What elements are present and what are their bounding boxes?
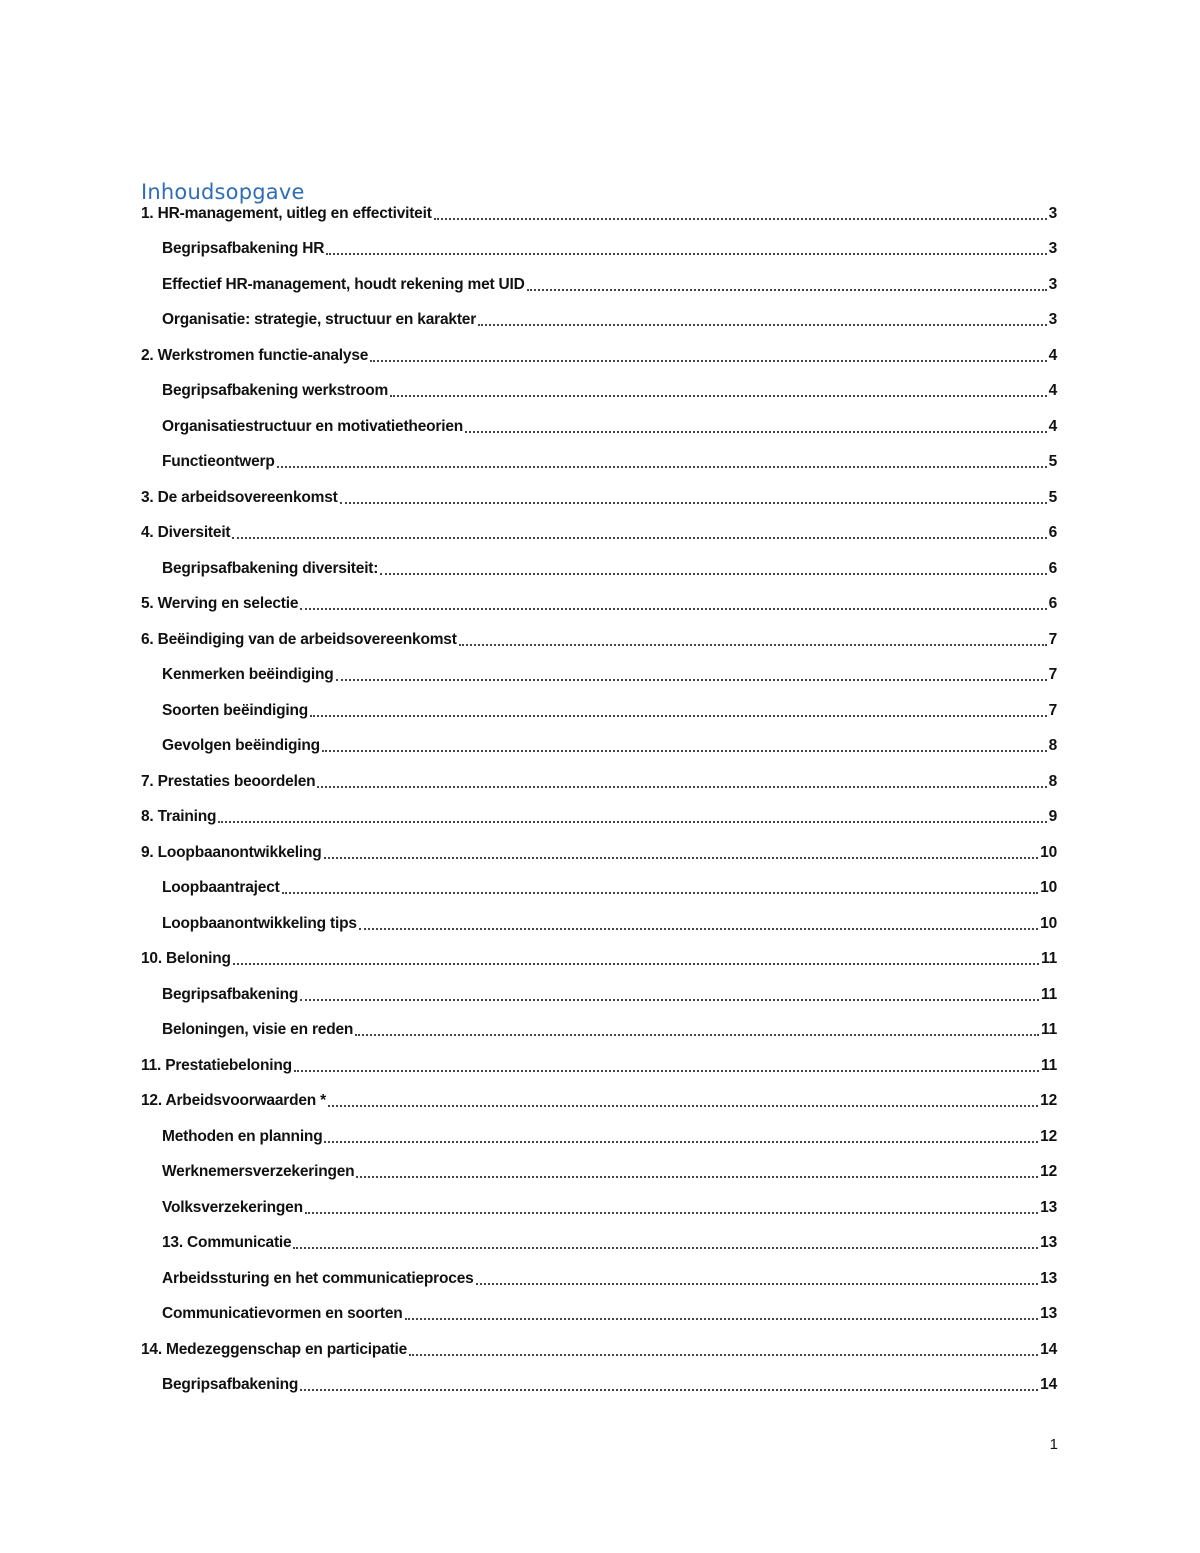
- dot-leader: [355, 1034, 1039, 1036]
- toc-entry-title: Communicatievormen en soorten: [162, 1305, 403, 1323]
- dot-leader: [336, 679, 1047, 681]
- toc-entry-page-number: 14: [1040, 1376, 1057, 1394]
- toc-entry[interactable]: [0, 1013, 1200, 1049]
- toc-entry-page-number: 3: [1048, 204, 1057, 222]
- toc-entry-page-number: 9: [1048, 808, 1057, 826]
- dot-leader: [300, 1389, 1038, 1391]
- toc-entry-title: Loopbaanontwikkeling tips: [162, 914, 357, 932]
- toc-entry-page-number: 13: [1040, 1234, 1057, 1252]
- toc-entry-page-number: 7: [1048, 630, 1057, 648]
- toc-entry[interactable]: [0, 1332, 1200, 1368]
- toc-entry-title: 4. Diversiteit: [141, 524, 231, 542]
- dot-leader: [294, 1070, 1039, 1072]
- toc-entry-page-number: 4: [1048, 346, 1057, 364]
- toc-entry[interactable]: [0, 977, 1200, 1013]
- toc-entry-title: Methoden en planning: [162, 1127, 323, 1145]
- dot-leader: [434, 218, 1047, 220]
- toc-entry-page-number: 10: [1040, 914, 1057, 932]
- dot-leader: [409, 1354, 1038, 1356]
- toc-entry[interactable]: [0, 1261, 1200, 1297]
- toc-entry-title: Begripsafbakening diversiteit:: [162, 559, 379, 577]
- toc-entry-title: Gevolgen beëindiging: [162, 737, 320, 755]
- toc-entry-page-number: 11: [1041, 985, 1057, 1003]
- toc-entry-page-number: 14: [1040, 1340, 1057, 1358]
- dot-leader: [390, 395, 1046, 397]
- dot-leader: [527, 289, 1047, 291]
- toc-entry[interactable]: [0, 232, 1200, 268]
- toc-entry-page-number: 13: [1040, 1198, 1057, 1216]
- toc-entry[interactable]: [0, 445, 1200, 481]
- dot-leader: [305, 1212, 1038, 1214]
- dot-leader: [459, 644, 1047, 646]
- toc-entry[interactable]: [0, 516, 1200, 552]
- toc-entry-title: Loopbaantraject: [162, 879, 280, 897]
- dot-leader: [476, 1283, 1039, 1285]
- dot-leader: [405, 1318, 1039, 1320]
- toc-entry-title: Kenmerken beëindiging: [162, 666, 334, 684]
- dot-leader: [326, 253, 1046, 255]
- toc-entry-title: Begripsafbakening: [162, 1376, 299, 1394]
- toc-entry-title: Volksverzekeringen: [162, 1198, 303, 1216]
- toc-entry[interactable]: [0, 906, 1200, 942]
- dot-leader: [293, 1247, 1038, 1249]
- dot-leader: [310, 715, 1047, 717]
- toc-entry-page-number: 8: [1048, 737, 1057, 755]
- dot-leader: [324, 1141, 1038, 1143]
- toc-entry-page-number: 3: [1048, 311, 1057, 329]
- toc-entry-page-number: 3: [1048, 275, 1057, 293]
- toc-entry-page-number: 11: [1041, 1056, 1057, 1074]
- toc-entry-page-number: 12: [1040, 1163, 1057, 1181]
- dot-leader: [380, 573, 1046, 575]
- dot-leader: [324, 857, 1039, 859]
- toc-entry[interactable]: [0, 800, 1200, 836]
- dot-leader: [232, 537, 1046, 539]
- toc-entry-page-number: 3: [1048, 240, 1057, 258]
- toc-entry-title: Organisatiestructuur en motivatietheorien: [162, 417, 464, 435]
- toc-entry-title: Soorten beëindiging: [162, 701, 309, 719]
- toc-entry-page-number: 12: [1040, 1092, 1057, 1110]
- toc-entry-title: 9. Loopbaanontwikkeling: [141, 843, 322, 861]
- toc-entry[interactable]: [0, 764, 1200, 800]
- dot-leader: [218, 821, 1046, 823]
- toc-entry-title: Arbeidssturing en het communicatieproces: [162, 1269, 474, 1287]
- toc-entry-title: 1. HR-management, uitleg en effectiviteit: [141, 204, 432, 222]
- toc-entry[interactable]: [0, 1297, 1200, 1333]
- dot-leader: [300, 608, 1046, 610]
- toc-entry-page-number: 13: [1040, 1305, 1057, 1323]
- toc-entry-title: Functieontwerp: [162, 453, 275, 471]
- toc-entry[interactable]: [0, 1190, 1200, 1226]
- toc-entry-title: Werknemersverzekeringen: [162, 1163, 355, 1181]
- toc-entry[interactable]: [0, 729, 1200, 765]
- dot-leader: [370, 360, 1046, 362]
- toc-entry[interactable]: [0, 338, 1200, 374]
- toc-entry[interactable]: [0, 693, 1200, 729]
- toc-entry-page-number: 11: [1041, 1021, 1057, 1039]
- dot-leader: [233, 963, 1039, 965]
- toc-entry-page-number: 12: [1040, 1127, 1057, 1145]
- dot-leader: [359, 928, 1038, 930]
- toc-entry-page-number: 6: [1048, 559, 1057, 577]
- toc-entry-page-number: 4: [1048, 417, 1057, 435]
- toc-entry-page-number: 7: [1048, 701, 1057, 719]
- toc-entry[interactable]: [0, 622, 1200, 658]
- dot-leader: [277, 466, 1047, 468]
- toc-entry[interactable]: [0, 871, 1200, 907]
- toc-entry-title: 5. Werving en selectie: [141, 595, 299, 613]
- toc-entry-page-number: 4: [1048, 382, 1057, 400]
- toc-entry[interactable]: [0, 1119, 1200, 1155]
- toc-entry[interactable]: [0, 1368, 1200, 1404]
- toc-entry[interactable]: [0, 303, 1200, 339]
- toc-entry-title: 7. Prestaties beoordelen: [141, 772, 316, 790]
- toc-entry-title: Begripsafbakening werkstroom: [162, 382, 389, 400]
- dot-leader: [478, 324, 1047, 326]
- toc-entry-page-number: 11: [1041, 950, 1057, 968]
- toc-entry-title: Begripsafbakening HR: [162, 240, 325, 258]
- toc-heading: Inhoudsopgave: [141, 180, 305, 205]
- toc-entry[interactable]: [0, 551, 1200, 587]
- toc-entry[interactable]: [0, 835, 1200, 871]
- toc-entry[interactable]: [0, 374, 1200, 410]
- toc-entry-title: 11. Prestatiebeloning: [141, 1056, 292, 1074]
- toc-entry-title: Begripsafbakening: [162, 985, 299, 1003]
- toc-entry-title: 13. Communicatie: [162, 1234, 292, 1252]
- toc-entry[interactable]: [0, 942, 1200, 978]
- toc-entry-page-number: 7: [1048, 666, 1057, 684]
- table-of-contents: [0, 196, 1200, 1403]
- toc-entry-title: 3. De arbeidsovereenkomst: [141, 488, 338, 506]
- toc-entry[interactable]: [0, 1084, 1200, 1120]
- toc-entry-page-number: 6: [1048, 595, 1057, 613]
- toc-entry[interactable]: [0, 1155, 1200, 1191]
- toc-entry-title: Beloningen, visie en reden: [162, 1021, 354, 1039]
- dot-leader: [465, 431, 1047, 433]
- toc-entry-title: 6. Beëindiging van de arbeidsovereenkomst: [141, 630, 457, 648]
- toc-entry-title: 2. Werkstromen functie-analyse: [141, 346, 369, 364]
- page-number: 1: [1049, 1436, 1058, 1453]
- toc-entry-title: 8. Training: [141, 808, 217, 826]
- dot-leader: [328, 1105, 1038, 1107]
- toc-entry-title: 10. Beloning: [141, 950, 231, 968]
- toc-entry-page-number: 6: [1048, 524, 1057, 542]
- toc-entry-title: Effectief HR-management, houdt rekening met UID: [162, 275, 525, 293]
- dot-leader: [340, 502, 1047, 504]
- toc-entry[interactable]: [0, 1048, 1200, 1084]
- toc-entry-title: 14. Medezeggenschap en participatie: [141, 1340, 408, 1358]
- toc-entry-page-number: 8: [1048, 772, 1057, 790]
- toc-entry-page-number: 5: [1048, 453, 1057, 471]
- toc-entry[interactable]: [0, 658, 1200, 694]
- toc-entry[interactable]: [0, 196, 1200, 232]
- dot-leader: [322, 750, 1047, 752]
- toc-entry-page-number: 10: [1040, 879, 1057, 897]
- toc-entry-page-number: 10: [1040, 843, 1057, 861]
- toc-entry[interactable]: [0, 409, 1200, 445]
- toc-entry[interactable]: [0, 1226, 1200, 1262]
- toc-entry[interactable]: [0, 480, 1200, 516]
- toc-entry[interactable]: [0, 267, 1200, 303]
- toc-entry-title: 12. Arbeidsvoorwaarden *: [141, 1092, 326, 1110]
- dot-leader: [282, 892, 1039, 894]
- toc-entry-title: Organisatie: strategie, structuur en karakter: [162, 311, 477, 329]
- dot-leader: [317, 786, 1046, 788]
- dot-leader: [300, 999, 1039, 1001]
- toc-entry[interactable]: [0, 587, 1200, 623]
- toc-entry-page-number: 5: [1048, 488, 1057, 506]
- toc-entry-page-number: 13: [1040, 1269, 1057, 1287]
- dot-leader: [356, 1176, 1038, 1178]
